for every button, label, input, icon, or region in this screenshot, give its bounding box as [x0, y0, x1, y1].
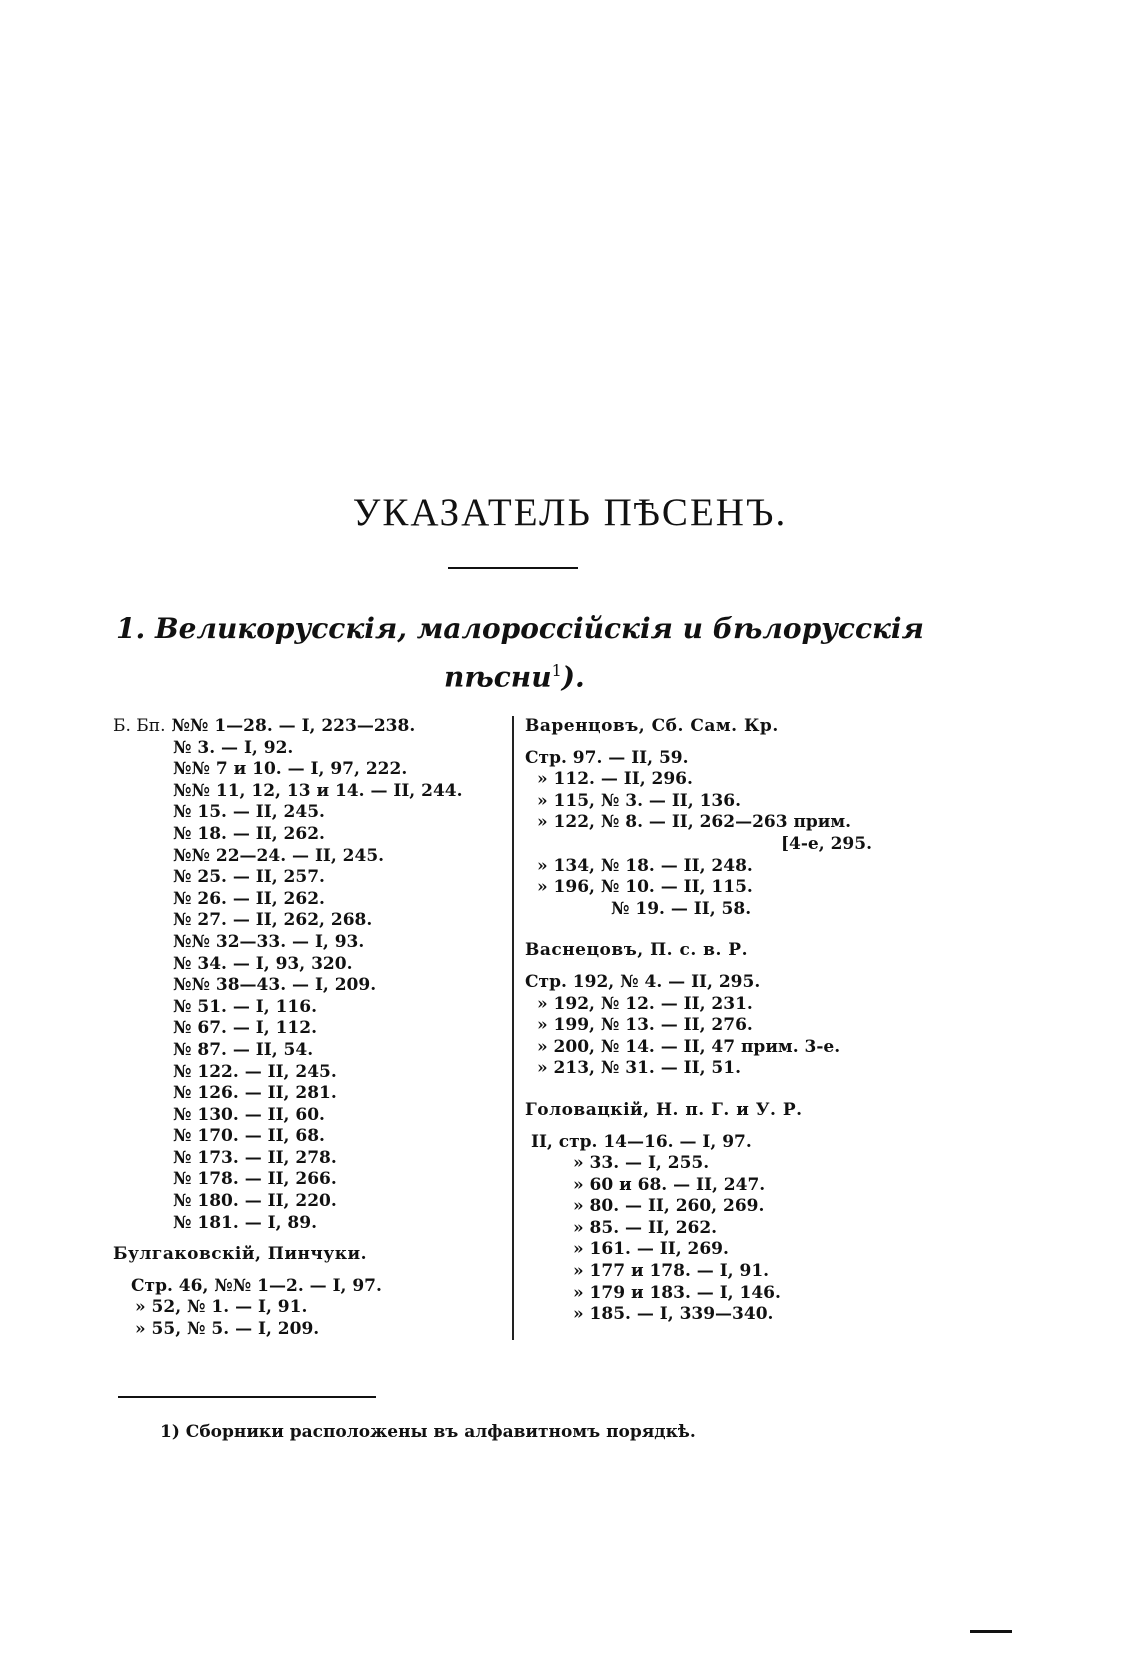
index-entry: » 52, № 1. — I, 91. — [135, 1297, 308, 1318]
index-entry: №№ 32—33. — I, 93. — [173, 931, 365, 952]
index-entry: » 134, № 18. — II, 248. — [537, 855, 753, 876]
page-end-mark — [970, 1630, 1012, 1633]
index-entry: » 85. — II, 262. — [573, 1217, 718, 1238]
index-entry: № 180. — II, 220. — [173, 1191, 337, 1212]
index-entry: № 3. — I, 92. — [173, 737, 294, 758]
index-entry: » 161. — II, 269. — [573, 1239, 729, 1260]
index-entry: №№ 22—24. — II, 245. — [173, 845, 385, 866]
index-entry: № 51. — I, 116. — [173, 996, 318, 1017]
title-divider — [448, 567, 578, 569]
collection-heading: Васнецовъ, П. с. в. Р. — [525, 940, 749, 961]
section-heading-word: пѣсни — [444, 660, 552, 694]
index-entry: Стр. 46, №№ 1—2. — I, 97. — [131, 1275, 382, 1296]
index-entry: » 60 и 68. — II, 247. — [573, 1174, 766, 1195]
index-entry: » 196, № 10. — II, 115. — [537, 877, 753, 898]
index-entry: » 112. — II, 296. — [537, 769, 693, 790]
right-column — [525, 716, 945, 1326]
index-entry: » 185. — I, 339—340. — [573, 1304, 774, 1325]
index-entry: № 15. — II, 245. — [173, 802, 325, 823]
index-entry: № 18. — II, 262. — [173, 823, 325, 844]
index-entry: №№ 11, 12, 13 и 14. — II, 244. — [173, 780, 463, 801]
index-entry: № 130. — II, 60. — [173, 1104, 325, 1125]
index-entry: №№ 7 и 10. — I, 97, 222. — [173, 759, 408, 780]
index-entry: » 122, № 8. — II, 262—263 прим. — [537, 812, 852, 833]
footnote: 1) Сборники расположены въ алфавитномъ порядкѣ. — [160, 1422, 696, 1442]
index-entry: № 178. — II, 266. — [173, 1169, 337, 1190]
index-entry: № 27. — II, 262, 268. — [173, 910, 373, 931]
entry-text: №№ 1—28. — I, 223—238. — [171, 716, 416, 736]
section-heading-line1: 1. Великорусскія, малороссійскія и бѣлорусскія — [116, 612, 924, 645]
collection-heading: Булгаковскій, Пинчуки. — [113, 1244, 368, 1265]
index-entry — [113, 716, 513, 738]
collection-abbrev: Б. Бп. — [113, 716, 166, 736]
index-entry: № 67. — I, 112. — [173, 1018, 318, 1039]
index-entry: № 26. — II, 262. — [173, 888, 325, 909]
index-entry: » 115, № 3. — II, 136. — [537, 790, 741, 811]
index-entry: » 179 и 183. — I, 146. — [573, 1282, 781, 1303]
index-entry: №№ 38—43. — I, 209. — [173, 975, 377, 996]
index-group-vasnetsov — [525, 940, 945, 1080]
index-entry: № 122. — II, 245. — [173, 1061, 337, 1082]
section-heading-line2 — [100, 650, 980, 698]
index-entry: № 170. — II, 68. — [173, 1126, 325, 1147]
index-group-varentsov — [525, 716, 945, 920]
index-entry: » 80. — II, 260, 269. — [573, 1196, 765, 1217]
section-heading — [100, 608, 980, 698]
index-entry: Стр. 192, № 4. — II, 295. — [525, 971, 761, 992]
index-group-golovatsky — [525, 1100, 945, 1326]
index-entry: » 199, № 13. — II, 276. — [537, 1015, 753, 1036]
index-entry: » 200, № 14. — II, 47 прим. 3-е. — [537, 1036, 841, 1057]
column-divider — [512, 716, 514, 1340]
index-entry: № 173. — II, 278. — [173, 1147, 337, 1168]
section-heading-close: ). — [561, 660, 585, 694]
left-column — [113, 716, 513, 1341]
index-entry: » 177 и 178. — I, 91. — [573, 1261, 770, 1282]
index-entry: Стр. 97. — II, 59. — [525, 747, 689, 768]
index-entry: № 126. — II, 281. — [173, 1083, 337, 1104]
page-title: УКАЗАТЕЛЬ ПѢСЕНЪ. — [352, 491, 788, 534]
index-entry: № 181. — I, 89. — [173, 1212, 318, 1233]
index-entry: № 25. — II, 257. — [173, 867, 325, 888]
index-entry: № 34. — I, 93, 320. — [173, 953, 353, 974]
index-entry: » 55, № 5. — I, 209. — [135, 1319, 320, 1340]
collection-heading: Головацкій, Н. п. Г. и У. Р. — [525, 1099, 803, 1120]
footnote-divider — [118, 1396, 376, 1398]
index-entry: [4-е, 295. — [781, 833, 872, 854]
index-entry: » 33. — I, 255. — [573, 1153, 710, 1174]
index-group-b-bp — [113, 716, 513, 1234]
index-entry: № 19. — II, 58. — [611, 898, 752, 919]
index-entry: » 192, № 12. — II, 231. — [537, 993, 753, 1014]
index-group-bulgakovsky — [113, 1244, 513, 1340]
footnote-reference: 1 — [551, 661, 562, 680]
index-entry: » 213, № 31. — II, 51. — [537, 1058, 741, 1079]
index-entry: № 87. — II, 54. — [173, 1039, 314, 1060]
index-entry: II, стр. 14—16. — I, 97. — [531, 1131, 752, 1152]
collection-heading: Варенцовъ, Сб. Сам. Кр. — [525, 716, 779, 736]
